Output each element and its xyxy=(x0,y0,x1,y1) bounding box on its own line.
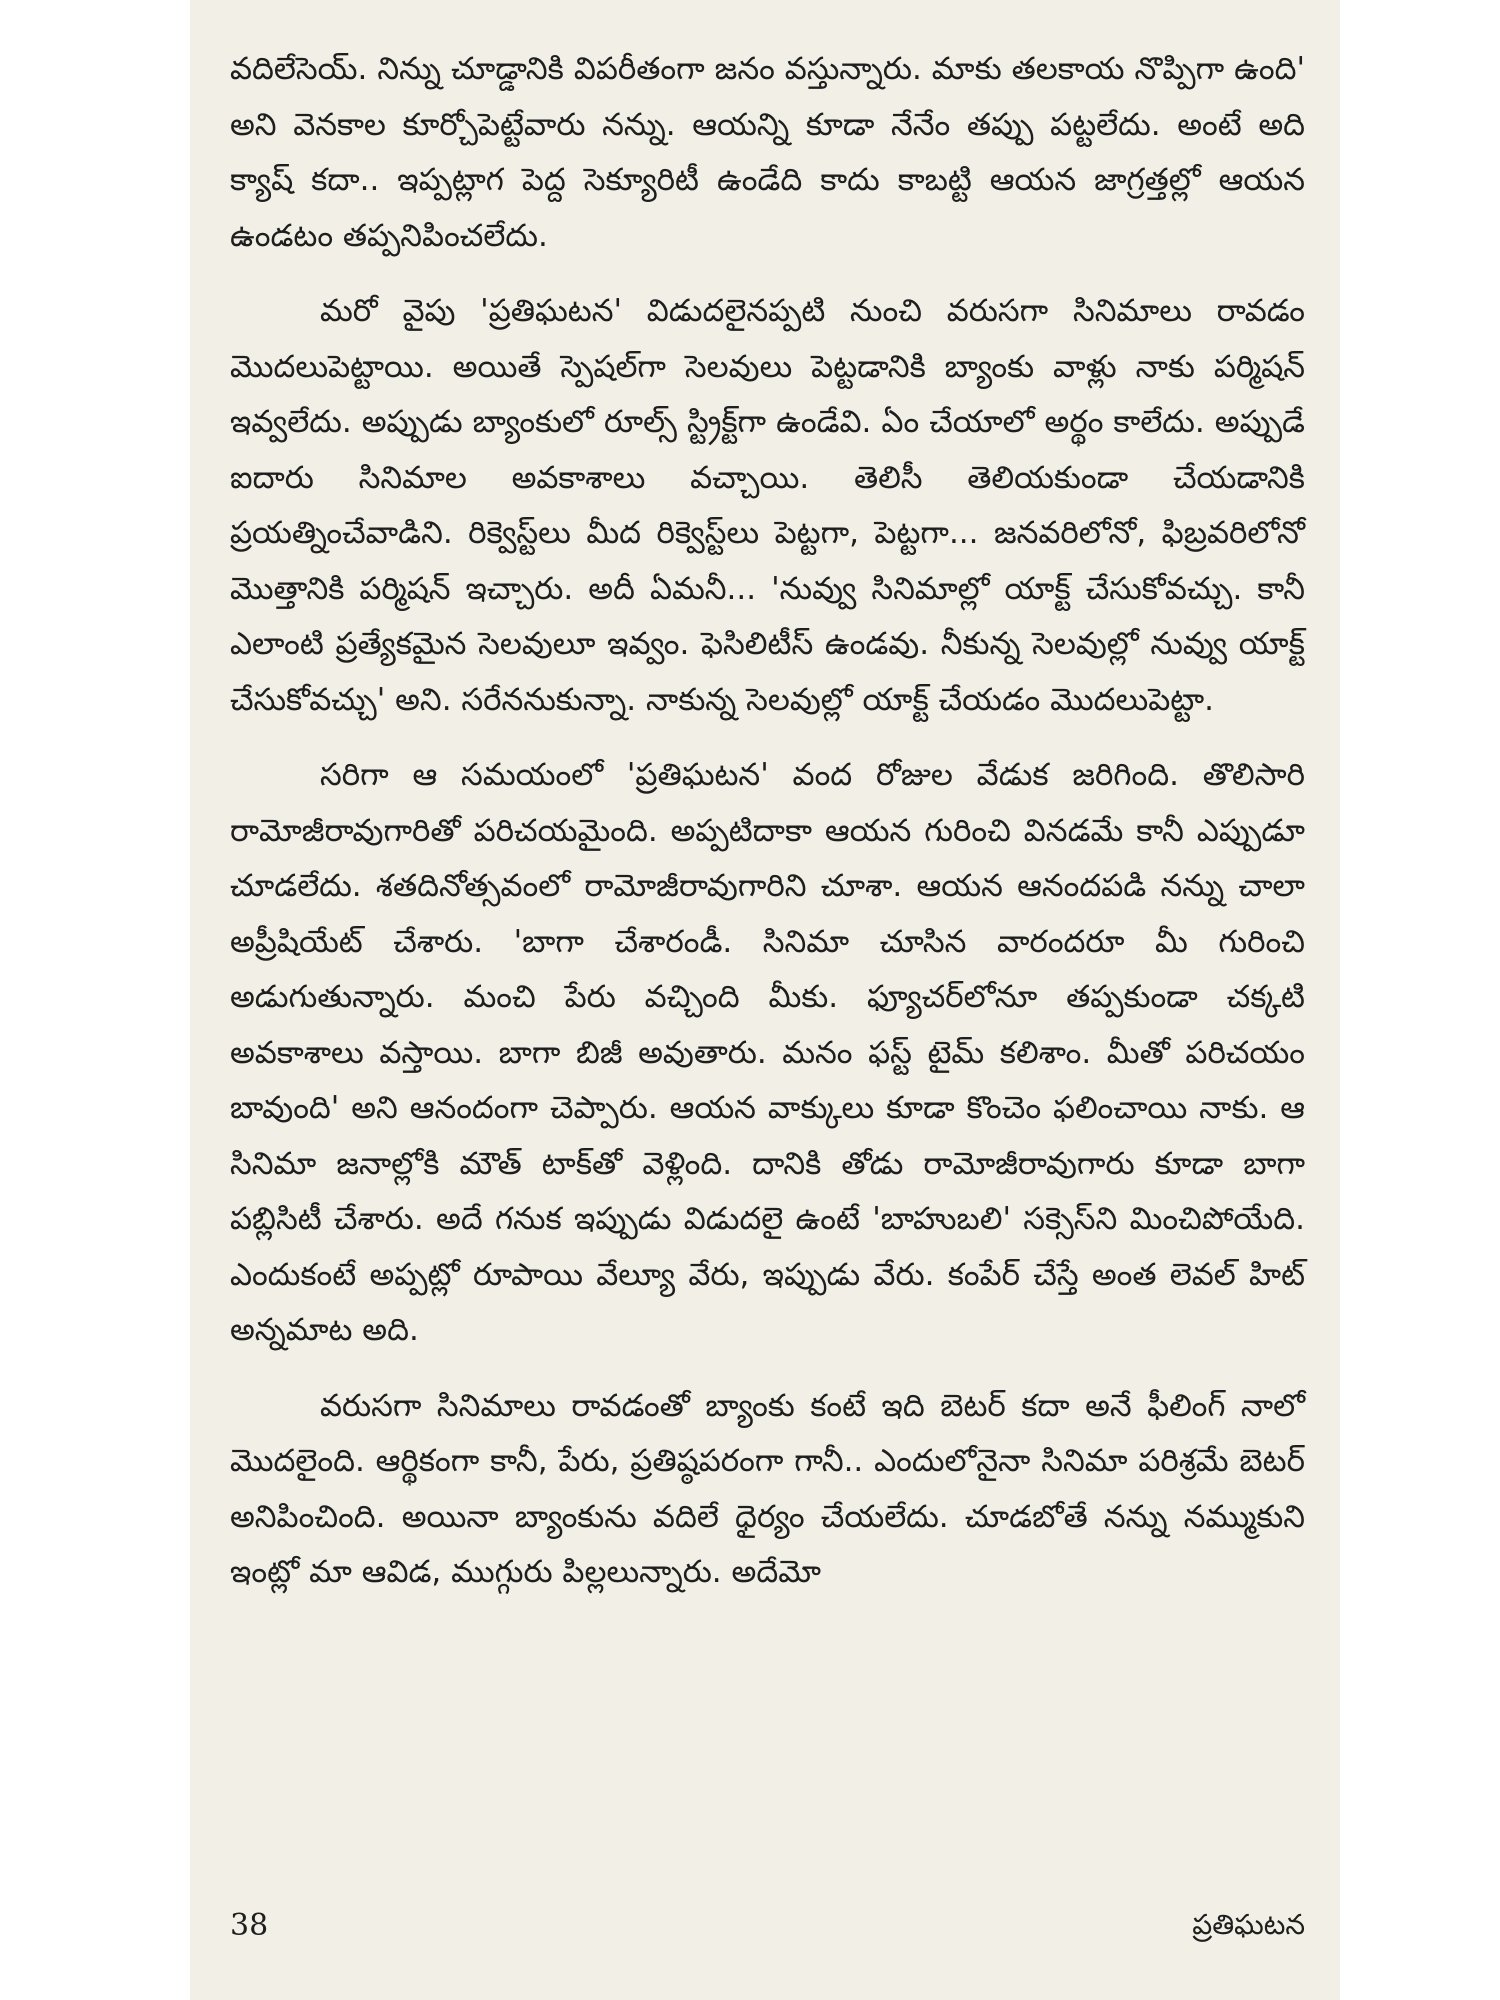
paragraph: సరిగా ఆ సమయంలో 'ప్రతిఘటన' వంద రోజుల వేడుక జరిగింది. తొలిసారి రామోజీరావుగారితో పరిచయమైంది. అప్పటిదాకా ఆయన గురించి వినడమే కానీ ఎప్పుడూ చూడలేదు. శతదినోత్సవంలో రామోజీరావుగారిని చూశా. ఆయన ఆనందపడి నన్ను చాలా అప్రీషియేట్ చేశారు. 'బాగా చేశారండీ. సినిమా చూసిన వారందరూ మీ గురించి అడుగుతున్నారు. మంచి పేరు వచ్చింది మీకు. ఫ్యూచర్‌లోనూ తప్పకుండా చక్కటి అవకాశాలు వస్తాయి. బాగా బిజీ అవుతారు. మనం ఫస్ట్ టైమ్ కలిశాం. మీతో పరిచయం బావుంది' అని ఆనందంగా చెప్పారు. ఆయన వాక్కులు కూడా కొంచెం ఫలించాయి నాకు. ఆ సినిమా జనాల్లోకి మౌత్ టాక్‌తో వెళ్లింది. దానికి తోడు రామోజీరావుగారు కూడా బాగా పబ్లిసిటీ చేశారు. అదే గనుక ఇప్పుడు విడుదలై ఉంటే 'బాహుబలి' సక్సెస్‌ని మించిపోయేది. ఎందుకంటే అప్పట్లో రూపాయి వేల్యూ వేరు, ఇప్పుడు వేరు. కంపేర్ చేస్తే అంత లెవల్ హిట్ అన్నమాట అది. xyxy=(230,757,1305,1348)
paragraph: వరుసగా సినిమాలు రావడంతో బ్యాంకు కంటే ఇది బెటర్ కదా అనే ఫీలింగ్ నాలో మొదలైంది. ఆర్థికంగా కానీ, పేరు, ప్రతిష్ఠపరంగా గానీ.. ఎందులోనైనా సినిమా పరిశ్రమే బెటర్ అనిపించింది. అయినా బ్యాంకును వదిలే ధైర్యం చేయలేదు. చూడబోతే నన్ను నమ్ముకుని ఇంట్లో మా ఆవిడ, ముగ్గురు పిల్లలున్నారు. అదేమో xyxy=(230,1387,1305,1590)
page-number: 38 xyxy=(230,1908,269,1943)
running-title: ప్రతిఘటన xyxy=(1192,1908,1305,1941)
page-footer xyxy=(230,1908,1305,1948)
book-page xyxy=(190,0,1340,2000)
paragraph: మరో వైపు 'ప్రతిఘటన' విడుదలైనప్పటి నుంచి వరుసగా సినిమాలు రావడం మొదలుపెట్టాయి. అయితే స్పెషల్‌గా సెలవులు పెట్టడానికి బ్యాంకు వాళ్లు నాకు పర్మిషన్ ఇవ్వలేదు. అప్పుడు బ్యాంకులో రూల్స్ స్ట్రిక్ట్‌గా ఉండేవి. ఏం చేయాలో అర్థం కాలేదు. అప్పుడే ఐదారు సినిమాల అవకాశాలు వచ్చాయి. తెలిసీ తెలియకుండా చేయడానికి ప్రయత్నించేవాడిని. రిక్వెస్ట్‌లు మీద రిక్వెస్ట్‌లు పెట్టగా, పెట్టగా... జనవరిలోనో, ఫిబ్రవరిలోనో మొత్తానికి పర్మిషన్ ఇచ్చారు. అదీ ఏమనీ... 'నువ్వు సినిమాల్లో యాక్ట్ చేసుకోవచ్చు. కానీ ఎలాంటి ప్రత్యేకమైన సెలవులూ ఇవ్వం. ఫెసిలిటీస్ ఉండవు. నీకున్న సెలవుల్లో నువ్వు యాక్ట్ చేసుకోవచ్చు' అని. సరేననుకున్నా. నాకున్న సెలవుల్లో యాక్ట్ చేయడం మొదలుపెట్టా. xyxy=(230,293,1305,718)
body-text xyxy=(230,42,1305,1621)
paragraph-continuation: వదిలేసెయ్. నిన్ను చూడ్డానికి విపరీతంగా జనం వస్తున్నారు. మాకు తలకాయ నొప్పిగా ఉంది' అని వెనకాల కూర్చోపెట్టేవారు నన్ను. ఆయన్ని కూడా నేనేం తప్పు పట్టలేదు. అంటే అది క్యాష్ కదా.. ఇప్పట్లాగ పెద్ద సెక్యూరిటీ ఉండేది కాదు కాబట్టి ఆయన జాగ్రత్తల్లో ఆయన ఉండటం తప్పనిపించలేదు. xyxy=(230,51,1305,254)
